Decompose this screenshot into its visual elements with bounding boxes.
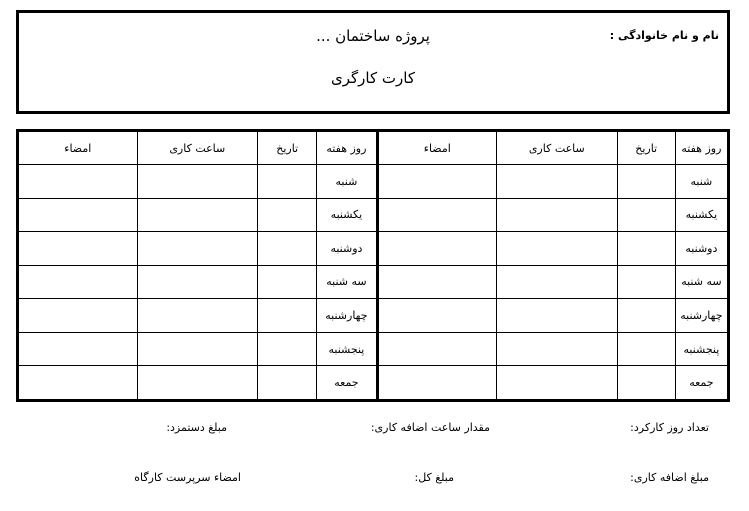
hours-cell[interactable] [497, 198, 618, 232]
day-cell: چهارشنبه [675, 299, 728, 333]
signature-cell[interactable] [18, 332, 138, 366]
timesheet-table [16, 129, 730, 402]
signature-cell[interactable] [18, 165, 138, 199]
date-cell[interactable] [258, 265, 317, 299]
signature-cell[interactable] [377, 165, 497, 199]
hours-cell[interactable] [497, 165, 618, 199]
date-cell[interactable] [617, 232, 675, 266]
hours-cell[interactable] [137, 299, 258, 333]
day-cell: سه شنبه [675, 265, 728, 299]
day-cell: چهارشنبه [317, 299, 377, 333]
signature-cell[interactable] [18, 265, 138, 299]
signature-cell[interactable] [18, 198, 138, 232]
table-row [18, 366, 729, 401]
signature-cell[interactable] [377, 332, 497, 366]
signature-cell[interactable] [377, 366, 497, 401]
col-header-date: تاریخ [617, 131, 675, 165]
day-cell: جمعه [675, 366, 728, 401]
date-cell[interactable] [258, 165, 317, 199]
signature-cell[interactable] [377, 265, 497, 299]
date-cell[interactable] [258, 198, 317, 232]
date-cell[interactable] [617, 299, 675, 333]
col-header-hours: ساعت کاری [137, 131, 258, 165]
hours-cell[interactable] [497, 265, 618, 299]
col-header-hours: ساعت کاری [497, 131, 618, 165]
day-cell: یکشنبه [675, 198, 728, 232]
day-cell: پنجشنبه [317, 332, 377, 366]
hours-cell[interactable] [497, 366, 618, 401]
day-cell: شنبه [675, 165, 728, 199]
hours-cell[interactable] [137, 366, 258, 401]
hours-cell[interactable] [137, 232, 258, 266]
date-cell[interactable] [258, 232, 317, 266]
day-cell: پنجشنبه [675, 332, 728, 366]
date-cell[interactable] [258, 299, 317, 333]
overtime-amount-label: مبلغ اضافه کاری: [630, 471, 709, 484]
hours-cell[interactable] [137, 265, 258, 299]
col-header-day: روز هفته [675, 131, 728, 165]
day-cell: یکشنبه [317, 198, 377, 232]
hours-cell[interactable] [137, 165, 258, 199]
date-cell[interactable] [258, 366, 317, 401]
day-cell: دوشنبه [675, 232, 728, 266]
table-row [18, 232, 729, 266]
table-row [18, 198, 729, 232]
table-row [18, 299, 729, 333]
hours-cell[interactable] [497, 332, 618, 366]
signature-cell[interactable] [18, 232, 138, 266]
name-label: نام و نام خانوادگی : [609, 29, 719, 42]
col-header-day: روز هفته [317, 131, 377, 165]
supervisor-signature-label: امضاء سرپرست کارگاه [134, 471, 241, 484]
hours-cell[interactable] [137, 198, 258, 232]
signature-cell[interactable] [377, 299, 497, 333]
total-amount-label: مبلغ کل: [414, 471, 454, 484]
date-cell[interactable] [617, 198, 675, 232]
date-cell[interactable] [617, 332, 675, 366]
date-cell[interactable] [258, 332, 317, 366]
day-cell: شنبه [317, 165, 377, 199]
project-title: پروژه ساختمان ... [316, 27, 430, 45]
date-cell[interactable] [617, 165, 675, 199]
col-header-signature: امضاء [377, 131, 497, 165]
hours-cell[interactable] [497, 232, 618, 266]
day-cell: جمعه [317, 366, 377, 401]
day-cell: دوشنبه [317, 232, 377, 266]
signature-cell[interactable] [18, 366, 138, 401]
date-cell[interactable] [617, 366, 675, 401]
header-box [16, 10, 730, 114]
col-header-date: تاریخ [258, 131, 317, 165]
table-row [18, 265, 729, 299]
wage-label: مبلغ دستمزد: [166, 421, 227, 434]
signature-cell[interactable] [18, 299, 138, 333]
date-cell[interactable] [617, 265, 675, 299]
table-row [18, 332, 729, 366]
card-title: کارت کارگری [331, 69, 415, 87]
signature-cell[interactable] [377, 232, 497, 266]
table-row [18, 165, 729, 199]
col-header-signature: امضاء [18, 131, 138, 165]
signature-cell[interactable] [377, 198, 497, 232]
day-cell: سه شنبه [317, 265, 377, 299]
overtime-hours-label: مقدار ساعت اضافه کاری: [370, 421, 490, 434]
work-days-label: تعداد روز کارکرد: [630, 421, 709, 434]
hours-cell[interactable] [497, 299, 618, 333]
hours-cell[interactable] [137, 332, 258, 366]
table-header-row [18, 131, 729, 165]
